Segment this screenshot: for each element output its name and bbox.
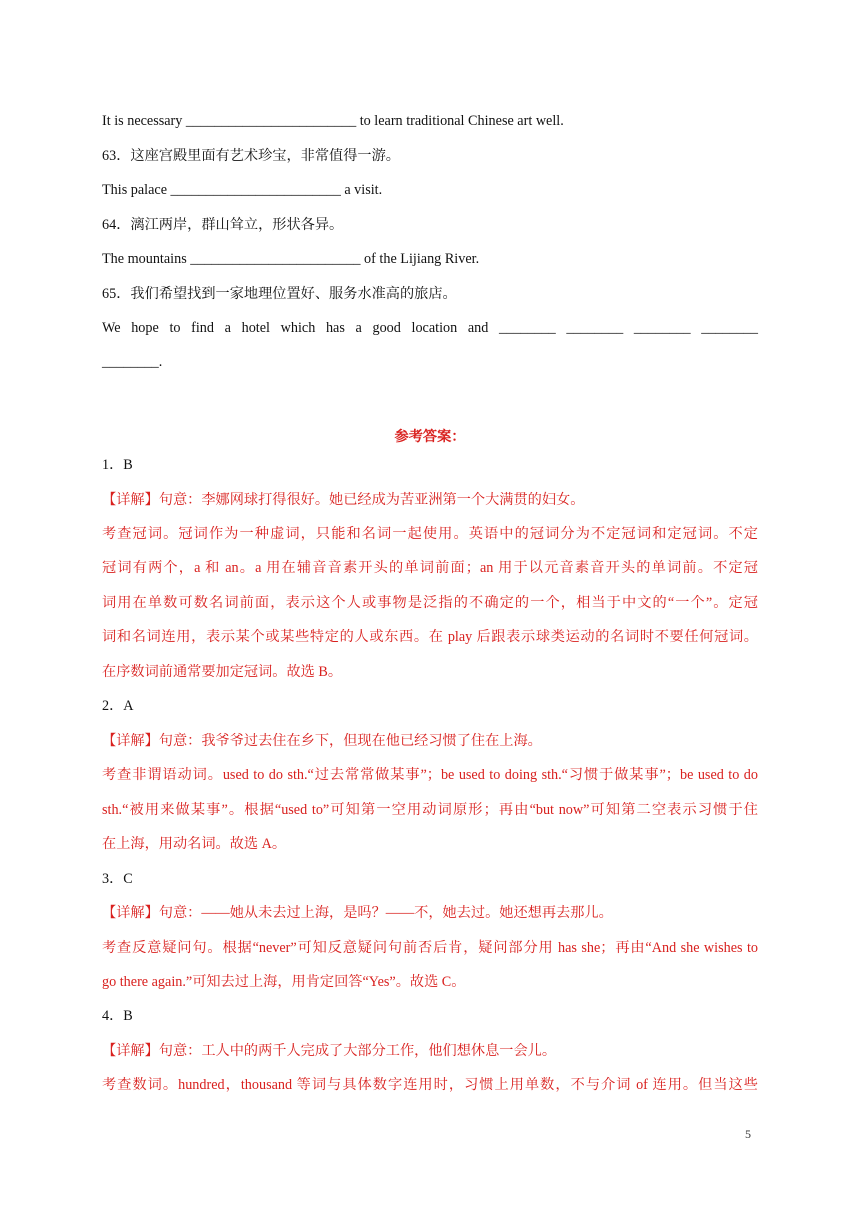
question-64-prompt	[102, 215, 758, 235]
question-number: 63．	[102, 148, 131, 164]
question-62-english: It is necessary ________________________ to learn traditional Chinese art well.	[102, 113, 564, 129]
answer-explanation-line: 考查冠词。冠词作为一种虚词，只能和名词一起使用。英语中的冠词分为不定冠词和定冠词。不定	[102, 526, 758, 542]
question-63-prompt	[102, 146, 758, 166]
question-chinese: 漓江两岸，群山耸立，形状各异。	[130, 217, 344, 233]
answer-explanation-line: go there again.”可知去过上海，用肯定回答“Yes”。故选 C。	[102, 974, 466, 990]
question-65-english-line1: We hope to find a hotel which has a good location and ________ ________ ________ ________	[102, 320, 758, 336]
answer-label: 1．B	[102, 457, 133, 473]
page-number: 5	[745, 1127, 751, 1141]
answer-explanation-line: 考查非谓语动词。used to do sth.“过去常常做某事”；be used to doing sth.“习惯于做某事”；be used to do	[102, 767, 758, 783]
question-63-english: This palace ________________________ a visit.	[102, 182, 383, 198]
question-chinese: 我们希望找到一家地理位置好、服务水准高的旅店。	[130, 286, 457, 302]
answer-explanation-line: 在上海，用动名词。故选 A。	[102, 836, 287, 852]
answer-explanation-line: 【详解】句意：——她从未去过上海，是吗？——不，她去过。她还想再去那儿。	[102, 905, 613, 921]
answer-explanation-line: 【详解】句意：工人中的两千人完成了大部分工作，他们想休息一会儿。	[102, 1043, 557, 1059]
question-number: 65．	[102, 286, 131, 302]
question-number: 64．	[102, 217, 131, 233]
answer-label: 4．B	[102, 1008, 133, 1024]
answer-explanation-line: 【详解】句意：我爷爷过去住在乡下，但现在他已经习惯了住在上海。	[102, 733, 542, 749]
question-65-english-line2: ________.	[102, 354, 163, 370]
answer-explanation-line: 考查数词。hundred，thousand 等词与具体数字连用时，习惯上用单数，不与介词 of 连用。但当这些	[102, 1077, 758, 1093]
answers-title: 参考答案：	[394, 429, 466, 445]
question-65-prompt	[102, 284, 758, 304]
answer-label: 3．C	[102, 871, 133, 887]
answer-explanation-line: 考查反意疑问句。根据“never”可知反意疑问句前否后肯，疑问部分用 has she；再由“And she wishes to	[102, 940, 758, 956]
answer-explanation-line: 词和名词连用，表示某个或某些特定的人或东西。在 play 后跟表示球类运动的名词时不要任何冠词。	[102, 629, 758, 645]
answer-explanation-line: 【详解】句意：李娜网球打得很好。她已经成为苦亚洲第一个大满贯的妇女。	[102, 492, 585, 508]
question-chinese: 这座宫殿里面有艺术珍宝，非常值得一游。	[130, 148, 400, 164]
answer-explanation-line: 冠词有两个，a 和 an。a 用在辅音音素开头的单词前面；an 用于以元音素音开头的单词前。不定冠	[102, 560, 758, 576]
answer-label: 2．A	[102, 698, 134, 714]
question-64-english: The mountains ________________________ of the Lijiang River.	[102, 251, 480, 267]
answer-explanation-line: 词用在单数可数名词前面，表示这个人或事物是泛指的不确定的一个，相当于中文的“一个”。定冠	[102, 595, 758, 611]
answer-explanation-line: 在序数词前通常要加定冠词。故选 B。	[102, 664, 343, 680]
answer-explanation-line: sth.“被用来做某事”。根据“used to”可知第一空用动词原形；再由“but now”可知第二空表示习惯于住	[102, 802, 758, 818]
